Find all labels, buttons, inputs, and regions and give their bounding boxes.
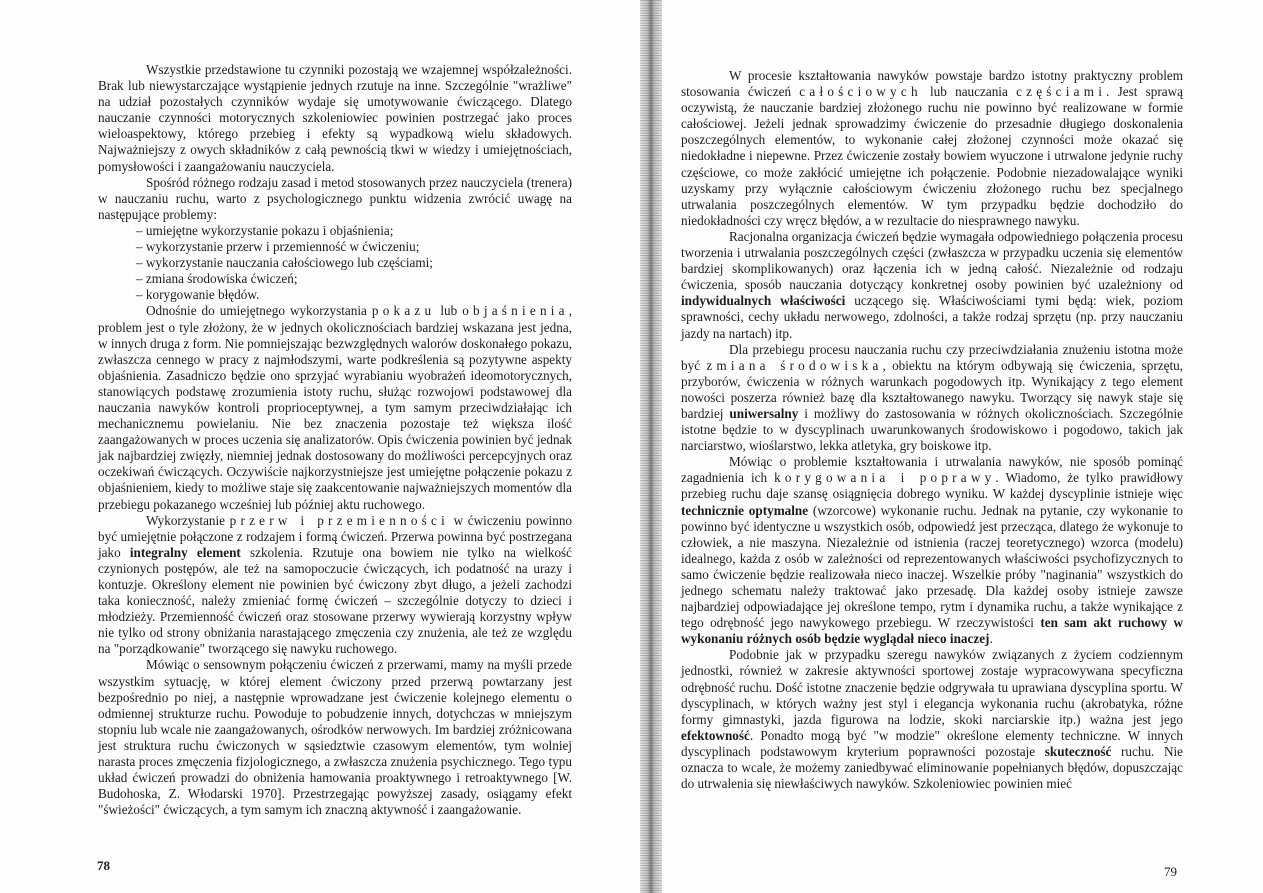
spaced-term: częściami	[1016, 84, 1107, 100]
problem-list	[98, 223, 572, 303]
right-page-text	[681, 68, 1183, 792]
paragraph: Spośród różnego rodzaju zasad i metod stosowanych przez nauczyciela (trenera) w nauczaniu ruchu, warto z psychologicznego punktu widzenia zwrócić uwagę na następujące problemy:	[98, 174, 572, 222]
paragraph: Odnośnie do umiejętnego wykorzystania pokazu lub objaśnienia, problem jest o tyle złożony, że w jednych okolicznościach bardziej wskazana jest jedna, w innych druga z form. Nie pomniejszając bezwzględnych walorów doskonałego pokazu, zwłaszcza cennego w pracy z najmłodszymi, warte podkreślenia są pozytywne aspekty objaśnienia. Zasadniczo będzie ono sprzyjać wyrabianiu wyobrażeń ideomotorycznych, stanowiących podstawę zrozumienia istoty ruchu, służąc rozwojowi podstawowej dla nauczania nawyków kontroli proprioceptywnej, a tym samym przeciwdziałając ich mechanicznemu powielaniu. Nie bez znaczenia pozostaje też większa ilość zaangażowanych w proces uczenia się analizatorów. Opis ćwiczenia powinien być jednak jak najbardziej zwięzły, niemniej jednak dostosowany do możliwości percepcyjnych oraz oczekiwań ćwiczących. Oczywiście najkorzystniejsze jest umiejętne połączenie pokazu z objaśnieniem, kiedy to możliwe staje się zaakcentowanie najważniejszych momentów dla przebiegu pokazanego wcześniej lub później aktu ruchowego.	[98, 303, 573, 512]
page-number: 78	[97, 858, 110, 873]
paragraph: Dla przebiegu procesu nauczania ruchu czy przeciwdziałania znużeniu istotna może być zmiana środowiska, obiektu na którym odbywają się ćwiczenia, sprzętu, przyborów, ćwiczenia w różnych warunkach pogodowych itp. Wynikający z tego element nowości poszerza również bazę dla kształtowanego nawyku. Tworzący się nawyk staje się bardziej uniwersalny i możliwy do zastosowania w różnych okolicznościach. Szczególnie istotne będzie to w dyscyplinach uwarunkowanych środowiskowo i pogodowo, takich jak narciarstwo, wioślarstwo, lekka atletyka, gry boiskowe itp.	[681, 341, 1184, 454]
page-number: 79	[1164, 864, 1177, 879]
paragraph: Mówiąc o sensownym połączeniu ćwiczeń z przerwami, mamy na myśli przede wszystkim sytuację, w której element ćwiczony przed przerwą powtarzany jest bezpośrednio po niej, a następnie wprowadzane jest ćwiczenie kolejnego elementu o odmiennej strukturze ruchu. Powoduje to pobudzenie innych, dotychczas w mniejszym stopniu lub wcale nie zaangażowanych, ośrodków nerwowych. Im bardziej zróżnicowana jest struktura ruchu ćwiczonych w sąsiedztwie czasowym elementów, tym wolniej narasta proces zmęczenia fizjologicznego, a zwłaszcza znużenia psychicznego. Tego typu układ ćwiczeń prowadzi do obniżenia hamowania proaktywnego i retroaktywnego [W. Budohoska, Z. Włodarski 1970]. Przestrzegając powyższej zasady, osiągamy efekt "świeżości" ćwiczących, a tym samym ich znaczną aktywność i zaangażowanie.	[98, 657, 572, 818]
spaced-term: całościowych	[799, 84, 922, 100]
bold-term: technicznie optymalne	[681, 502, 809, 518]
paragraph: Mówiąc o problemie kształtowania i utrwalania nawyków, nie sposób pominąć zagadnienia ich korygowania i poprawy. Wiadomo, że tylko prawidłowy przebieg ruchu daje szansę osiągnięcia dobrego wyniku. W każdej dyscyplinie istnieje więc technicznie optymalne (wzorcowe) wykonanie ruchu. Jednak na pytanie, czy wykonanie to powinno być identyczne u wszystkich osób, odpowiedź jest przecząca, dlatego że wykonuje to człowiek, a nie maszyna. Niezależnie od istnienia (raczej teoretycznego) wzorca (modelu) idealnego, każda z osób w zależności od reprezentowanych właściwości psychofizycznych to samo ćwiczenie będzie realizowała nieco inaczej. Wszelkie próby "naginania" wszystkich do jednego schematu należy traktować jako przesadę. Dla każdej osoby istnieje zawsze najbardziej odpowiadające jej określone tempo, rytm i dynamika ruchu, a także wynikające z tego odrębność jego nawykowego przebiegu. W rzeczywistości ten sam akt ruchowy w wykonaniu różnych osób będzie wyglądał nieco inaczej.	[681, 454, 1184, 647]
list-item: – korygowanie błędów.	[136, 287, 572, 303]
spaced-term: przerw i przemienności	[229, 512, 450, 528]
paragraph: Racjonalna organizacja ćwiczeń będzie wymagała odpowiedniego połączenia procesu tworzenia i utrwalania poszczególnych części (zwłaszcza w przypadku uczenia się elementów bardziej skomplikowanych) oraz łączenia ich w jedną całość. Niezależnie od rodzaju ćwiczenia, sposób nauczania dotyczący konkretnej osoby powinien być uzależniony od indywidualnych właściwości uczącego się. Właściwościami tymi będą: wiek, poziom sprawności, cechy układu nerwowego, zdolności, a także rodzaj sprzętu (np. przy nauczaniu jazdy na nartach) itp.	[681, 228, 1183, 341]
paragraph: Wykorzystanie przerw i przemienności w ćwiczeniu powinno być umiejętnie połączone z rodzajem i formą ćwiczeń. Przerwa powinna być postrzegana jako integralny element szkolenia. Rzutuje ona bowiem nie tylko na wielkość czynionych postępów, ale też na samopoczucie ćwiczących, ich podatność na urazy i kontuzje. Określony element nie powinien być ćwiczony zbyt długo, a jeżeli zachodzi taka konieczność, należy zmieniać formę ćwiczeń – szczególnie dotyczy to dzieci i młodzieży. Przemienność ćwiczeń oraz stosowane przerwy wywierają korzystny wpływ nie tylko od strony obniżania narastającego zmęczenia czy znużenia, ale też ze względu na "porządkowanie" tworzącego się nawyku ruchowego.	[98, 512, 573, 657]
left-page-text	[98, 62, 572, 818]
spaced-term: korygowania i poprawy	[774, 470, 996, 486]
list-item: – wykorzystanie przerw i przemienność w ćwiczeniu;	[136, 239, 572, 255]
bold-term: uniwersalny	[729, 405, 799, 421]
list-item: – wykorzystanie nauczania całościowego lub częściami;	[136, 255, 572, 271]
bold-term: efektowność	[681, 727, 750, 743]
spaced-term: pokazu	[371, 303, 436, 319]
bold-term: ten sam akt ruchowy w wykonaniu różnych osób będzie wyglądał nieco inaczej	[681, 615, 1183, 647]
bold-term: integralny element	[129, 544, 241, 560]
book-gutter	[640, 0, 662, 893]
paragraph: Wszystkie przedstawione tu czynniki pozostają we wzajemnej współzależności. Brak lub niewystarczające wystąpienie jednych rzutuje na inne. Szczególnie "wrażliwe" na udział pozostałych czynników wydaje się umotywowanie ćwiczącego. Dlatego nauczanie czynności motorycznych szkoleniowiec powinien postrzegać jako proces wieloaspektowy, którego przebieg i efekty są wypadkową wielu składowych. Najważniejszy z owych składników z całą pewnością tkwi w wiedzy i umiejętnościach, pomysłowości i zaangażowaniu nauczyciela.	[98, 62, 572, 174]
paragraph: Podobnie jak w przypadku szeregu nawyków związanych z życiem codziennym jednostki, również w zakresie aktywności sportowej zostaje wypracowywana specyficzna odrębność ruchu. Dość istotne znaczenie będzie odgrywała tu uprawiana dyscyplina sportu. W dyscyplinach, w których ważny jest styl i elegancja wykonania ruchu (akrobatyka, różne formy gimnastyki, jazda figurowa na lodzie, skoki narciarskie itp.) ważna jest jego efektowność. Ponadto mogą być "w modzie" określone elementy techniczne. W innych dyscyplinach podstawowym kryterium poprawności pozostaje skuteczność ruchu. Nie oznacza to wcale, że możemy zaniedbywać eliminowanie popełnianych błędów, dopuszczając do utrwalenia się niewłaściwych nawyków. Szkoleniowiec powinien mieć	[681, 647, 1183, 792]
bold-term: indywidualnych właściwości	[681, 293, 846, 309]
right-page	[662, 0, 1263, 893]
list-item: – umiejętne wykorzystanie pokazu i objaśnienia;	[136, 223, 572, 239]
bold-term: skuteczność	[1044, 743, 1112, 759]
paragraph: W procesie kształtowania nawyków powstaje bardzo istotny praktyczny problem stosowania ćwiczeń całościowych lub nauczania częściami. Jest sprawą oczywistą, że nauczanie bardziej złożonego ruchu nie powinno być realizowane w formie całościowej. Jeżeli jednak sprowadzimy ćwiczenie do przesadnie długiego doskonalenia poszczególnych elementów, to wykonanie całej złożonej czynności może okazać się niedokładne i niepewne. Przez ćwiczenie zostały bowiem wyuczone i utrwalone jedynie ruchy częściowe, co może zakłócić umiejętne ich połączenie. Podobnie niezadowalające wyniki uzyskamy przy wyłącznie całościowym ćwiczeniu złożonego ruchu bez specjalnego utrwalania poszczególnych elementów. W tym przypadku będzie dochodziło do niedokładności czy wręcz błędów, a w rezultacie do niesprawnego nawyku.	[681, 68, 1183, 228]
spaced-term: objaśnienia	[462, 303, 569, 319]
spaced-term: zmiana środowiska	[706, 357, 883, 373]
list-item: – zmiana środowiska ćwiczeń;	[136, 271, 572, 287]
